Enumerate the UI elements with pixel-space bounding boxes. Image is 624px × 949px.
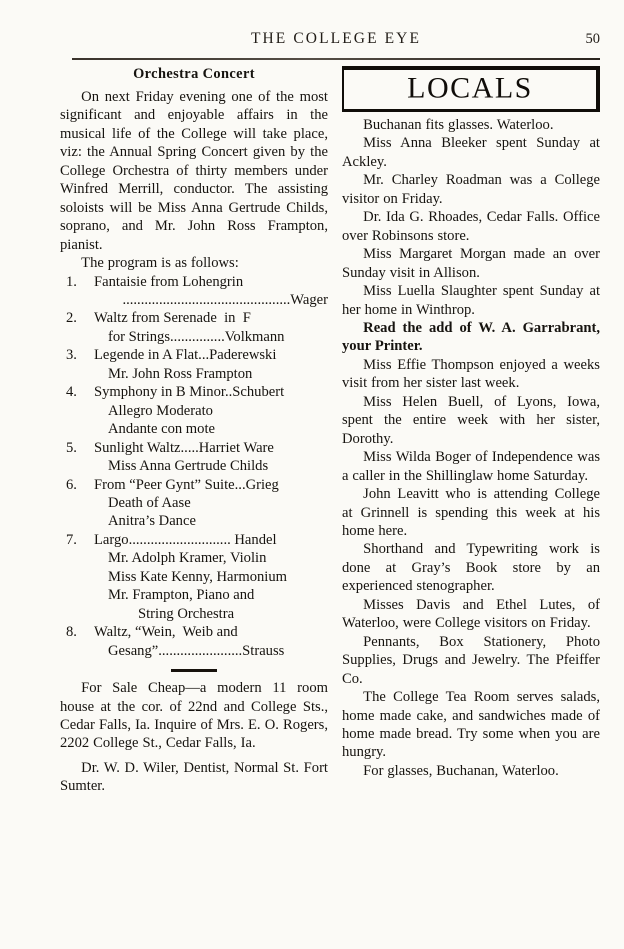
locals-item: Dr. Ida G. Rhoades, Cedar Falls. Office over Robinsons store.	[342, 209, 600, 244]
orchestra-intro-paragraph: On next Friday evening one of the most significant and enjoyable affairs in the musical life of the College will take place, viz: the Annual Spring Concert given by the College Orchestra of thirty members under Winfred Merrill, conductor. The assisting soloists will be Miss Anna Gertrude Childs, soprano, and Mr. John Ross Frampton, pianist.	[60, 89, 328, 253]
locals-items	[342, 116, 600, 780]
program-item	[60, 309, 328, 346]
program-item-number: 8.	[66, 624, 77, 641]
right-column	[342, 66, 600, 780]
program-item	[60, 273, 328, 310]
locals-item: Miss Effie Thompson enjoyed a weeks visit from her sister last week.	[342, 356, 600, 392]
locals-item: Mr. Charley Roadman was a College visitor on Friday.	[342, 172, 600, 207]
program-item-number: 4.	[66, 384, 77, 401]
program-item-line: Mr. Frampton, Piano and	[108, 587, 255, 604]
program-item	[60, 383, 328, 438]
locals-item: Shorthand and Typewriting work is done at Gray’s Book store by an experienced stenographer.	[342, 541, 600, 595]
program-item-number: 5.	[66, 439, 77, 456]
locals-item: Miss Helen Buell, of Lyons, Iowa, spent the entire week with her sister, Dorothy.	[342, 393, 600, 447]
locals-item: Miss Wilda Boger of Independence was a caller in the Shillinglaw home Saturday.	[342, 449, 600, 484]
program-item-line: Anitra’s Dance	[108, 513, 196, 530]
program-item-line: Gesang”.......................Strauss	[108, 642, 285, 659]
program-item-line: Fantaisie from Lohengrin	[94, 273, 244, 290]
locals-banner-label: LOCALS	[407, 70, 533, 104]
page-number: 50	[585, 31, 600, 47]
program-item	[60, 346, 328, 383]
program-item-line: Symphony in B Minor..Schubert	[94, 384, 285, 401]
left-column	[60, 66, 328, 796]
program-item-number: 1.	[66, 273, 77, 290]
program-item	[60, 623, 328, 660]
classified-ad: Dr. W. D. Wiler, Dentist, Normal St. Fort Sumter.	[60, 759, 328, 795]
program-item-line: Allegro Moderato	[108, 402, 213, 419]
publication-title: THE COLLEGE EYE	[250, 30, 422, 47]
program-list	[60, 273, 328, 661]
locals-item: Misses Davis and Ethel Lutes, of Waterloo, were College visitors on Friday.	[342, 596, 600, 632]
locals-item: For glasses, Buchanan, Waterloo.	[363, 762, 559, 779]
section-divider	[171, 669, 217, 672]
program-lead-paragraph: The program is as follows:	[81, 255, 239, 272]
program-item-number: 7.	[66, 531, 77, 548]
program-item-line: Death of Aase	[108, 494, 191, 511]
masthead	[72, 30, 600, 54]
locals-item-bold: Read the add of W. A. Garrabrant, your Printer.	[342, 319, 600, 355]
left-ads	[60, 679, 328, 796]
locals-item: Miss Anna Bleeker spent Sunday at Ackley.	[342, 135, 600, 170]
program-item-line: Legende in A Flat...Paderewski	[94, 347, 277, 364]
program-item-line: Mr. John Ross Frampton	[108, 365, 253, 382]
program-item-line: for Strings...............Volkmann	[108, 328, 285, 345]
program-item	[60, 476, 328, 531]
locals-banner	[342, 66, 600, 112]
program-item-line: Sunlight Waltz.....Harriet Ware	[94, 439, 274, 456]
program-item	[60, 439, 328, 476]
locals-item: The College Tea Room serves salads, home made cake, and sandwiches made of home made bread. Try some when you are hungry.	[342, 689, 600, 761]
program-item-number: 6.	[66, 476, 77, 493]
program-item-line: Largo............................ Handel	[94, 531, 277, 548]
locals-item: Miss Margaret Morgan made an over Sunday visit in Allison.	[342, 246, 600, 281]
program-item-line: Miss Anna Gertrude Childs	[108, 458, 269, 475]
program-item-line: Waltz from Serenade in F	[94, 310, 251, 327]
orchestra-concert-heading: Orchestra Concert	[133, 66, 255, 82]
program-item-line: Miss Kate Kenny, Harmonium	[108, 568, 288, 585]
program-item-number: 3.	[66, 347, 77, 364]
program-item-line: ..............................................Wager	[122, 291, 328, 308]
program-item-line: Waltz, “Wein, Weib and	[94, 624, 238, 641]
program-item	[60, 531, 328, 623]
locals-item: John Leavitt who is attending College at Grinnell is spending this week at his home here.	[342, 486, 600, 539]
program-item-line: Andante con mote	[108, 421, 215, 438]
program-item-line: From “Peer Gynt” Suite...Grieg	[94, 476, 279, 493]
locals-item: Pennants, Box Stationery, Photo Supplies, Drugs and Jewelry. The Pfeiffer Co.	[342, 633, 600, 687]
locals-item: Buchanan fits glasses. Waterloo.	[363, 117, 554, 133]
locals-item: Miss Luella Slaughter spent Sunday at her home in Winthrop.	[342, 283, 600, 318]
classified-ad: For Sale Cheap—a modern 11 room house at the cor. of 22nd and College Sts., Cedar Falls, Ia. Inquire of Mrs. E. O. Rogers, 2202 College St., Cedar Falls, Ia.	[60, 680, 328, 752]
program-item-number: 2.	[66, 310, 77, 327]
program-item-line: String Orchestra	[138, 605, 235, 622]
program-item-line: Mr. Adolph Kramer, Violin	[108, 550, 267, 567]
masthead-rule	[72, 58, 600, 60]
